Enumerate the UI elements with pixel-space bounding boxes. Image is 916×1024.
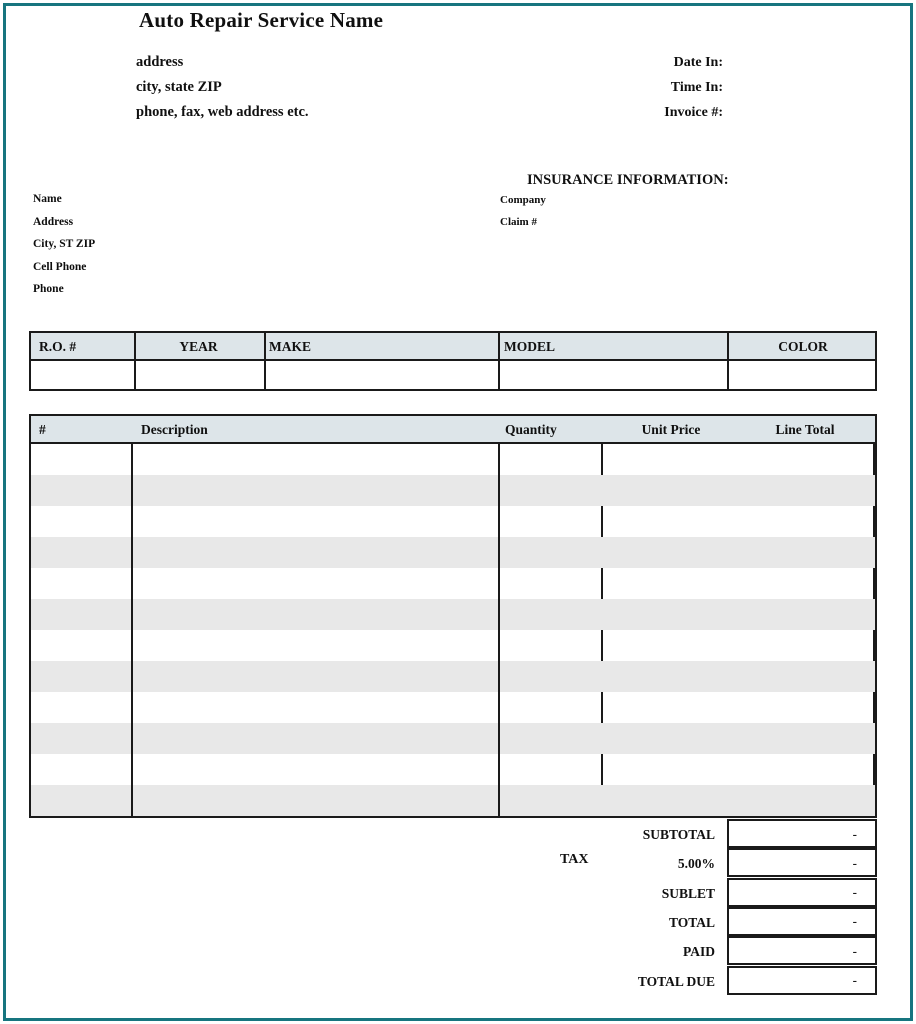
insurance-information-title: INSURANCE INFORMATION: xyxy=(527,172,729,188)
totals-value-sublet[interactable] xyxy=(727,878,877,907)
items-divider-num-description xyxy=(131,416,133,816)
invoice-meta-block xyxy=(480,50,723,125)
vehicle-info-table xyxy=(29,331,877,391)
vehicle-col-model: MODEL xyxy=(504,339,556,354)
vehicle-col-color: COLOR xyxy=(778,339,828,354)
company-contact-line: phone, fax, web address etc. xyxy=(136,104,309,120)
totals-value-text: - xyxy=(852,913,857,929)
company-name: Auto Repair Service Name xyxy=(139,8,384,32)
insurance-company-label: Company xyxy=(500,194,546,206)
line-item-row-stripe xyxy=(31,661,875,692)
vehicle-col-ro: R.O. # xyxy=(39,339,77,354)
line-item-row-stripe xyxy=(31,785,875,816)
totals-label-paid: PAID xyxy=(683,944,715,960)
totals-label-subtotal: SUBTOTAL xyxy=(642,827,715,842)
insurance-info-block xyxy=(500,189,546,233)
customer-info-block xyxy=(33,188,95,301)
totals-value-text: - xyxy=(852,826,857,841)
totals-label-total: TOTAL xyxy=(668,914,715,930)
line-items-table xyxy=(29,414,877,818)
date-in-label: Date In: xyxy=(673,55,723,70)
items-col-description: Description xyxy=(141,422,208,437)
line-items-stripes xyxy=(31,444,875,816)
vehicle-col-make: MAKE xyxy=(269,339,311,354)
tax-word-label: TAX xyxy=(560,852,589,867)
totals-value-total[interactable] xyxy=(727,907,877,936)
time-in-label: Time In: xyxy=(670,80,723,95)
totals-label-total-due: TOTAL DUE xyxy=(637,973,715,989)
vehicle-divider-2 xyxy=(264,333,266,389)
totals-value-subtotal[interactable] xyxy=(727,819,877,848)
line-item-row-stripe xyxy=(31,723,875,754)
line-item-row-stripe xyxy=(31,599,875,630)
items-col-number: # xyxy=(39,422,46,437)
customer-name-label: Name xyxy=(33,193,62,205)
company-address-line: address xyxy=(136,54,184,70)
totals-value-5-00[interactable] xyxy=(727,848,877,877)
totals-value-paid[interactable] xyxy=(727,936,877,965)
customer-city-label: City, ST ZIP xyxy=(33,238,96,250)
line-item-row-stripe xyxy=(31,537,875,568)
vehicle-col-year: YEAR xyxy=(179,339,218,354)
vehicle-divider-3 xyxy=(498,333,500,389)
customer-address-label: Address xyxy=(33,215,74,228)
company-address-block xyxy=(136,50,309,125)
totals-label-sublet: SUBLET xyxy=(661,885,715,901)
vehicle-divider-4 xyxy=(727,333,729,389)
items-divider-description-quantity xyxy=(498,416,500,816)
totals-value-text: - xyxy=(852,943,857,959)
items-col-unit-price: Unit Price xyxy=(641,422,701,437)
totals-value-text: - xyxy=(852,884,857,900)
customer-phone-label: Phone xyxy=(33,283,64,295)
company-city-line: city, state ZIP xyxy=(136,79,222,95)
totals-value-text: - xyxy=(852,855,857,871)
items-col-line-total: Line Total xyxy=(775,422,835,437)
line-item-row-stripe xyxy=(31,475,875,506)
totals-value-total-due[interactable] xyxy=(727,966,877,995)
totals-label-5-00: 5.00% xyxy=(677,856,715,872)
customer-cell-label: Cell Phone xyxy=(33,260,87,273)
totals-value-text: - xyxy=(852,972,857,988)
items-col-quantity: Quantity xyxy=(505,422,557,437)
vehicle-divider-1 xyxy=(134,333,136,389)
invoice-number-label: Invoice #: xyxy=(664,105,723,120)
insurance-claim-label: Claim # xyxy=(500,216,537,228)
